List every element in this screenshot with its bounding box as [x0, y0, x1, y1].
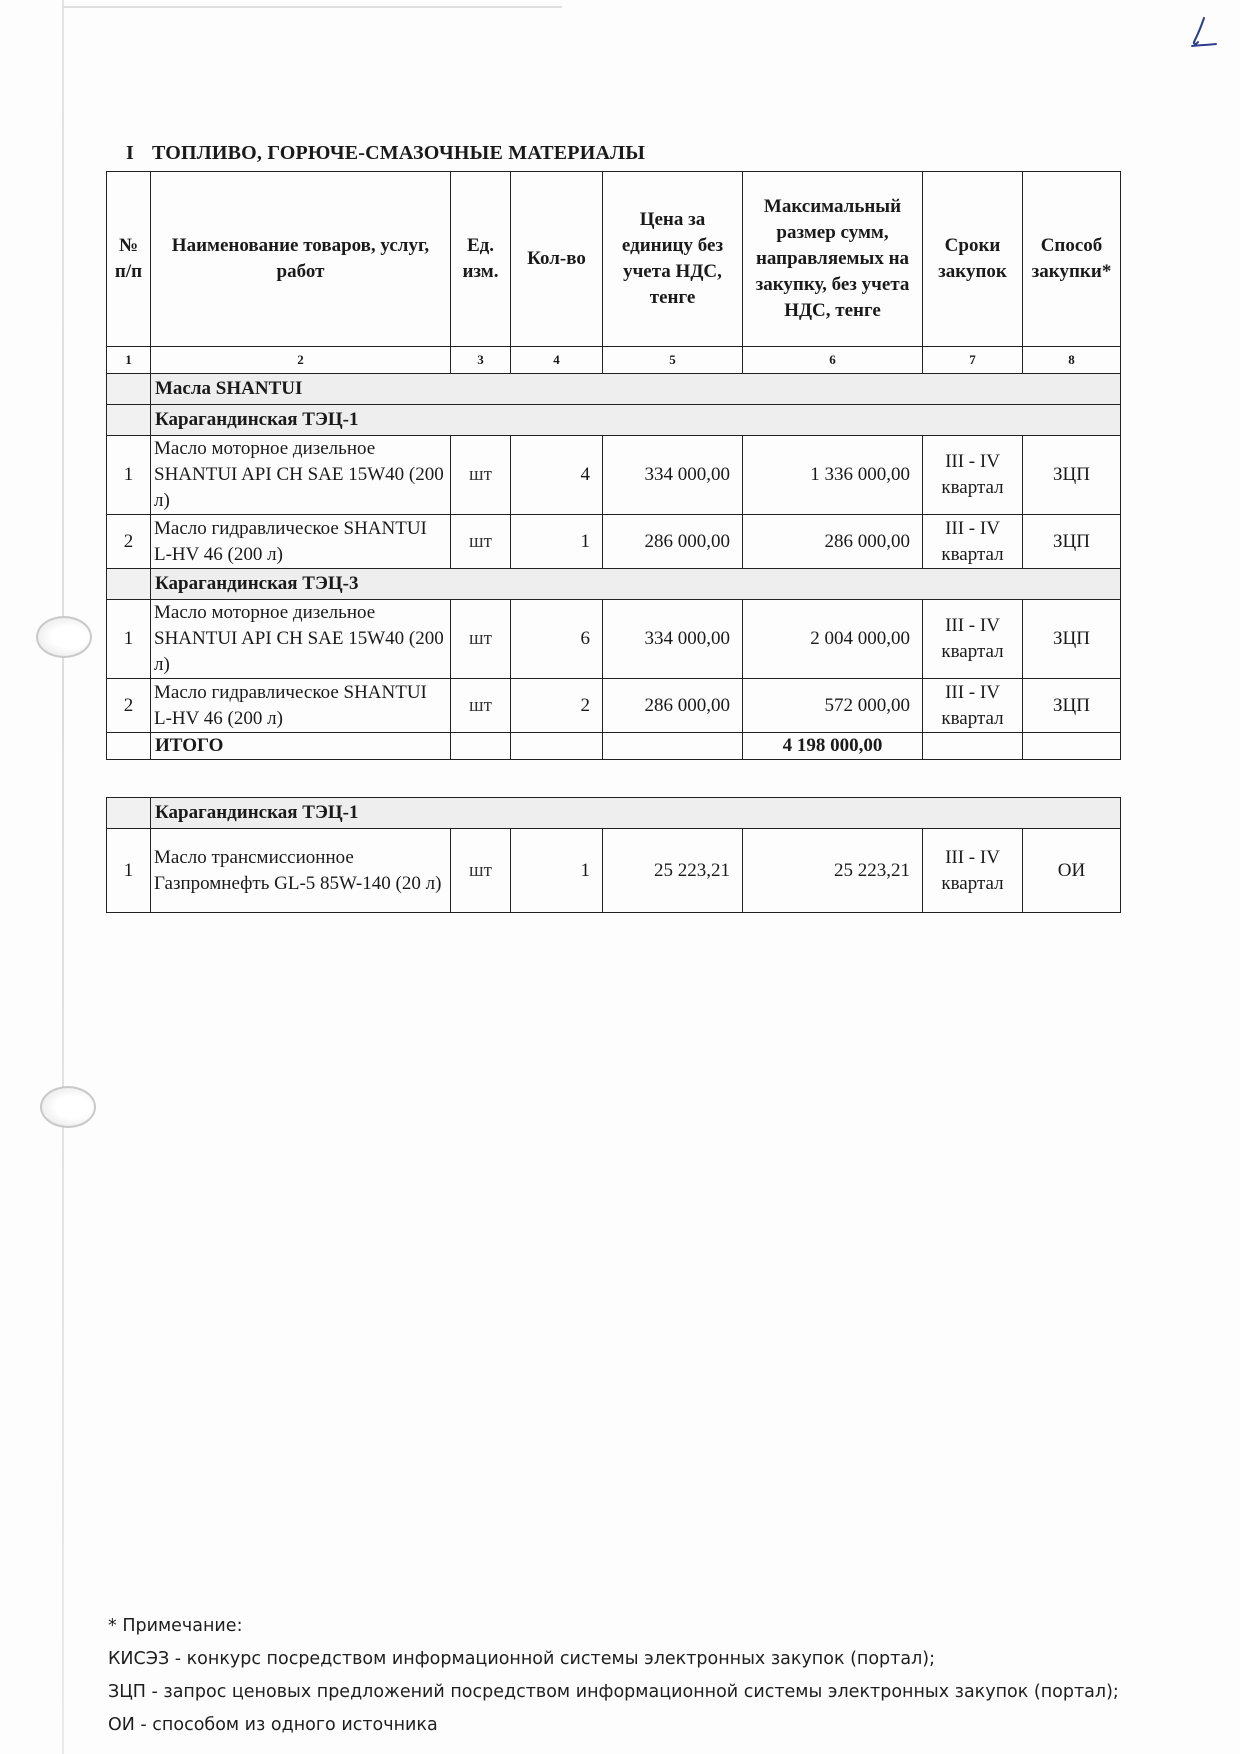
cell-num: 1: [107, 436, 151, 515]
cell-method: ЗЦП: [1023, 600, 1121, 679]
footnote-title: * Примечание:: [108, 1616, 243, 1636]
cell-qty: 1: [511, 829, 603, 913]
section-title: [126, 142, 645, 165]
section-title-text: ТОПЛИВО, ГОРЮЧЕ-СМАЗОЧНЫЕ МАТЕРИАЛЫ: [151, 142, 646, 164]
column-number-row: [107, 347, 1121, 374]
scan-edge: [62, 0, 64, 1754]
cell-qty: 6: [511, 600, 603, 679]
subgroup-title: Карагандинская ТЭЦ-1: [151, 405, 1121, 436]
footnote-line: ЗЦП - запрос ценовых предложений посредством информационной системы электронных закупок (портал);: [108, 1682, 1119, 1702]
cell-name: Масло гидравлическое SHANTUI L-HV 46 (200 л): [151, 679, 451, 733]
cell-price: 334 000,00: [603, 600, 743, 679]
cell-sum: 286 000,00: [743, 515, 923, 569]
cell-price: 286 000,00: [603, 679, 743, 733]
header-num: № п/п: [107, 172, 151, 347]
subgroup-title: Карагандинская ТЭЦ-3: [151, 569, 1121, 600]
cell-method: ЗЦП: [1023, 515, 1121, 569]
cell-period: III - IV квартал: [923, 515, 1023, 569]
procurement-table: [106, 171, 1121, 760]
cell-num: 1: [107, 600, 151, 679]
group-title: Масла SHANTUI: [151, 374, 1121, 405]
table-row: [107, 436, 1121, 515]
table-row: [107, 829, 1121, 913]
cell-name: Масло гидравлическое SHANTUI L-HV 46 (200 л): [151, 515, 451, 569]
cell-unit: шт: [451, 829, 511, 913]
cell-num: 2: [107, 515, 151, 569]
table-row: [107, 600, 1121, 679]
table-row: [107, 679, 1121, 733]
cell-unit: шт: [451, 515, 511, 569]
cell-price: 25 223,21: [603, 829, 743, 913]
cell-qty: 1: [511, 515, 603, 569]
cell-price: 334 000,00: [603, 436, 743, 515]
cell-unit: шт: [451, 600, 511, 679]
cell-name: Масло трансмиссионное Газпромнефть GL-5 85W-140 (20 л): [151, 829, 451, 913]
cell-price: 286 000,00: [603, 515, 743, 569]
group-row: [107, 374, 1121, 405]
total-label: ИТОГО: [151, 733, 451, 760]
cell-name: Масло моторное дизельное SHANTUI API CH SAE 15W40 (200 л): [151, 600, 451, 679]
subgroup-row: [107, 798, 1121, 829]
header-name: Наименование товаров, услуг, работ: [151, 172, 451, 347]
scan-edge: [62, 6, 562, 8]
footnote-line: ОИ - способом из одного источника: [108, 1715, 438, 1735]
cell-sum: 25 223,21: [743, 829, 923, 913]
cell-method: ЗЦП: [1023, 436, 1121, 515]
subgroup-row: [107, 569, 1121, 600]
header-unit: Ед. изм.: [451, 172, 511, 347]
cell-method: ОИ: [1023, 829, 1121, 913]
column-number: 6: [743, 347, 923, 374]
cell-period: III - IV квартал: [923, 600, 1023, 679]
table-row: [107, 515, 1121, 569]
total-sum: 4 198 000,00: [743, 733, 923, 760]
cell-qty: 2: [511, 679, 603, 733]
header-method: Способ закупки*: [1023, 172, 1121, 347]
column-number: 7: [923, 347, 1023, 374]
subgroup-title: Карагандинская ТЭЦ-1: [151, 798, 1121, 829]
column-number: 3: [451, 347, 511, 374]
table-header-row: [107, 172, 1121, 347]
cell-period: III - IV квартал: [923, 829, 1023, 913]
header-period: Сроки закупок: [923, 172, 1023, 347]
punch-hole: [40, 1086, 96, 1128]
column-number: 1: [107, 347, 151, 374]
cell-sum: 572 000,00: [743, 679, 923, 733]
cell-period: III - IV квартал: [923, 679, 1023, 733]
column-number: 5: [603, 347, 743, 374]
cell-qty: 4: [511, 436, 603, 515]
column-number: 4: [511, 347, 603, 374]
footnote: [108, 1610, 1119, 1742]
punch-hole: [36, 616, 92, 658]
cell-period: III - IV квартал: [923, 436, 1023, 515]
header-price: Цена за единицу без учета НДС, тенге: [603, 172, 743, 347]
cell-num: 2: [107, 679, 151, 733]
footnote-line: КИСЭЗ - конкурс посредством информационной системы электронных закупок (портал);: [108, 1649, 935, 1669]
procurement-table-2: [106, 797, 1121, 913]
handwritten-page-number: [1182, 12, 1222, 52]
cell-name: Масло моторное дизельное SHANTUI API CH SAE 15W40 (200 л): [151, 436, 451, 515]
cell-num: 1: [107, 829, 151, 913]
total-row: [107, 733, 1121, 760]
cell-method: ЗЦП: [1023, 679, 1121, 733]
section-number: I: [126, 142, 134, 164]
column-number: 2: [151, 347, 451, 374]
column-number: 8: [1023, 347, 1121, 374]
cell-sum: 2 004 000,00: [743, 600, 923, 679]
header-qty: Кол-во: [511, 172, 603, 347]
subgroup-row: [107, 405, 1121, 436]
cell-sum: 1 336 000,00: [743, 436, 923, 515]
cell-unit: шт: [451, 436, 511, 515]
cell-unit: шт: [451, 679, 511, 733]
header-max-sum: Максимальный размер сумм, направляемых на закупку, без учета НДС, тенге: [743, 172, 923, 347]
